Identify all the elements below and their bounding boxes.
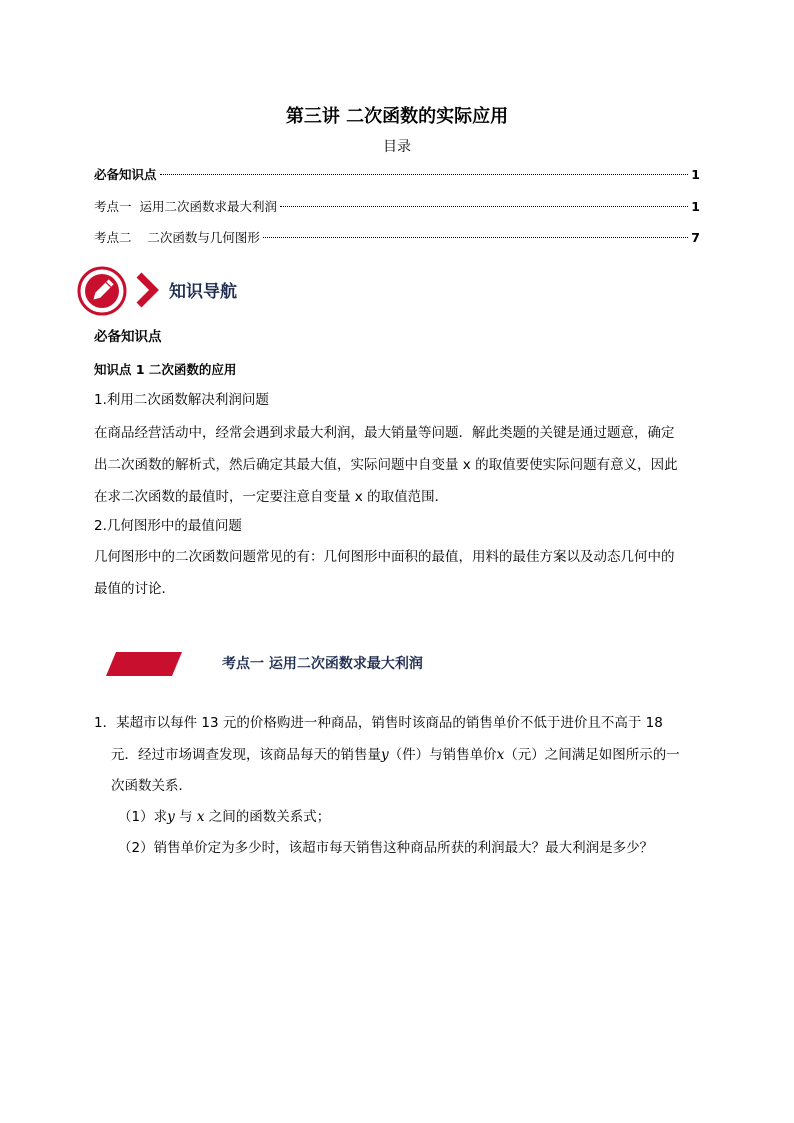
toc-entry-label: 考点一 运用二次函数求最大利润 bbox=[94, 199, 277, 214]
chevron-right-icon bbox=[133, 270, 161, 310]
pencil-icon bbox=[77, 266, 127, 316]
question-text: 次函数关系． bbox=[111, 778, 192, 794]
paragraph-line: 在求二次函数的最值时，一定要注意自变量 x 的取值范围． bbox=[94, 489, 449, 505]
toc-entry[interactable] bbox=[94, 166, 700, 184]
toc-entry[interactable] bbox=[94, 198, 700, 216]
paragraph-line: 出二次函数的解析式，然后确定其最大值，实际问题中自变量 x 的取值要使实际问题有意义，因此 bbox=[94, 457, 678, 473]
question-part: （2）销售单价定为多少时，该超市每天销售这种商品所获的利润最大？最大利润是多少？ bbox=[118, 840, 654, 856]
paragraph-line: 最值的讨论． bbox=[94, 581, 175, 597]
nav-title: 知识导航 bbox=[169, 282, 237, 302]
section-banner bbox=[106, 652, 182, 676]
knowledge-point-title: 知识点 1 二次函数的应用 bbox=[94, 362, 237, 377]
section-title: 考点一 运用二次函数求最大利润 bbox=[222, 656, 423, 672]
toc-entry-label: 必备知识点 bbox=[94, 167, 157, 182]
question-text: 1．某超市以每件 13 元的价格购进一种商品，销售时该商品的销售单价不低于进价且不高于 18 bbox=[94, 715, 663, 731]
toc-entry-page: 1 bbox=[691, 167, 700, 182]
toc-entry[interactable] bbox=[94, 229, 700, 247]
question-part: （1）求y 与 x 之间的函数关系式； bbox=[118, 809, 331, 825]
toc-heading: 目录 bbox=[383, 139, 411, 155]
knowledge-subheading: 2.几何图形中的最值问题 bbox=[94, 518, 242, 534]
knowledge-heading: 必备知识点 bbox=[94, 329, 162, 345]
toc-leader-dots bbox=[160, 174, 689, 175]
paragraph-line: 在商品经营活动中，经常会遇到求最大利润，最大销量等问题．解此类题的关键是通过题意，确定 bbox=[94, 425, 675, 441]
knowledge-subheading: 1.利用二次函数解决利润问题 bbox=[94, 392, 269, 408]
toc-entry-label: 考点二 二次函数与几何图形 bbox=[94, 230, 260, 245]
question-text: 元．经过市场调查发现，该商品每天的销售量y（件）与销售单价x（元）之间满足如图所示的一 bbox=[111, 747, 680, 763]
toc-leader-dots bbox=[280, 206, 688, 207]
toc-entry-page: 7 bbox=[691, 230, 700, 245]
paragraph-line: 几何图形中的二次函数问题常见的有：几何图形中面积的最值，用料的最佳方案以及动态几何中的 bbox=[94, 549, 675, 565]
page-title: 第三讲 二次函数的实际应用 bbox=[285, 106, 509, 127]
toc-leader-dots bbox=[263, 237, 688, 238]
toc-entry-page: 1 bbox=[691, 199, 700, 214]
